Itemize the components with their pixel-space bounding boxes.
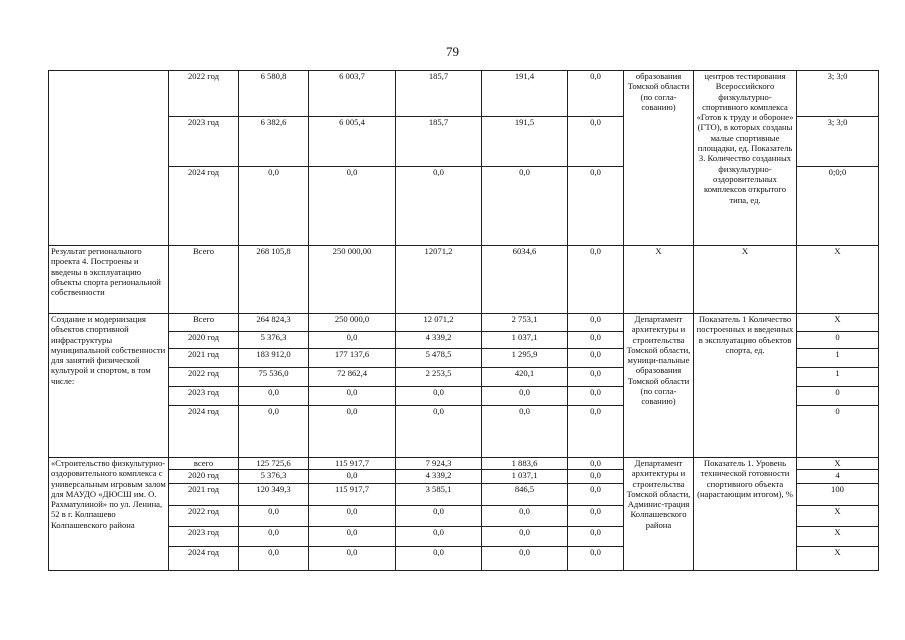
indicator-cell: Показатель 1 Количество построенных и введенных в эксплуатацию объектов спорта, ед. xyxy=(694,314,797,458)
value-cell: 0,0 xyxy=(568,484,624,506)
table-row xyxy=(49,314,879,332)
value-cell: 0,0 xyxy=(239,387,309,406)
year-cell: 2023 год xyxy=(169,527,239,547)
value-cell: 0,0 xyxy=(396,506,482,527)
indicator-value-cell: 1 xyxy=(797,349,879,368)
value-cell: 268 105,8 xyxy=(239,246,309,314)
value-cell: 0,0 xyxy=(309,332,396,349)
indicator-value-cell: 0 xyxy=(797,332,879,349)
value-cell: 0,0 xyxy=(482,506,568,527)
indicator-value-cell: X xyxy=(797,458,879,470)
value-cell: 0,0 xyxy=(396,167,482,246)
value-cell: 0,0 xyxy=(482,547,568,571)
value-cell: 420,1 xyxy=(482,368,568,387)
value-cell: 6034,6 xyxy=(482,246,568,314)
value-cell: 0,0 xyxy=(568,368,624,387)
value-cell: 115 917,7 xyxy=(309,458,396,470)
value-cell: 6 005,4 xyxy=(309,117,396,167)
indicator-value-cell: 0;0;0 xyxy=(797,167,879,246)
year-cell: 2021 год xyxy=(169,484,239,506)
value-cell: 183 912,0 xyxy=(239,349,309,368)
value-cell: 5 376,3 xyxy=(239,470,309,484)
value-cell: 0,0 xyxy=(482,167,568,246)
executor-cell: Департамент архитектуры и строительства Томской области, муници-пальные образования Томской области (по согла-сованию) xyxy=(624,314,694,458)
year-cell: всего xyxy=(169,458,239,470)
value-cell: 177 137,6 xyxy=(309,349,396,368)
table-row xyxy=(49,246,879,314)
indicator-value-cell: X xyxy=(797,506,879,527)
value-cell: 3 585,1 xyxy=(396,484,482,506)
value-cell: 12 071,2 xyxy=(396,314,482,332)
value-cell: 0,0 xyxy=(568,406,624,458)
year-cell: Всего xyxy=(169,246,239,314)
value-cell: 0,0 xyxy=(239,167,309,246)
value-cell: 6 580,8 xyxy=(239,71,309,117)
object-name-cell: «Строительство физкультурно-оздоровительного комплекса с универсальным игровым залом для МАУДО «ДЮСШ им. О. Рахматулиной» по ул. Ленина, 52 в г. Колпашево Колпашевского района xyxy=(49,458,169,571)
value-cell: 0,0 xyxy=(239,547,309,571)
year-cell: 2020 год xyxy=(169,332,239,349)
value-cell: 0,0 xyxy=(482,406,568,458)
indicator-value-cell: 100 xyxy=(797,484,879,506)
value-cell: 1 037,1 xyxy=(482,470,568,484)
indicator-value-cell: 3; 3;0 xyxy=(797,71,879,117)
indicator-cell: Показатель 1. Уровень технической готовности спортивного объекта (нарастающим итогом), % xyxy=(694,458,797,571)
value-cell: 6 003,7 xyxy=(309,71,396,117)
value-cell: 0,0 xyxy=(568,246,624,314)
indicator-value-cell: X xyxy=(797,314,879,332)
year-cell: 2022 год xyxy=(169,71,239,117)
value-cell: 125 725,6 xyxy=(239,458,309,470)
year-cell: Всего xyxy=(169,314,239,332)
year-cell: 2024 год xyxy=(169,167,239,246)
value-cell: 75 536,0 xyxy=(239,368,309,387)
value-cell: 0,0 xyxy=(568,527,624,547)
page-number: 79 xyxy=(446,44,459,59)
value-cell: 12071,2 xyxy=(396,246,482,314)
activity-name-cell: Создание и модернизация объектов спортивной инфраструктуры муниципальной собственности для занятий физической культурой и спортом, в том числе: xyxy=(49,314,169,458)
indicator-value-cell: 0 xyxy=(797,387,879,406)
value-cell: 4 339,2 xyxy=(396,470,482,484)
value-cell: 0,0 xyxy=(568,506,624,527)
indicator-cell: X xyxy=(694,246,797,314)
year-cell: 2020 год xyxy=(169,470,239,484)
value-cell: 185,7 xyxy=(396,117,482,167)
value-cell: 185,7 xyxy=(396,71,482,117)
program-name-cell xyxy=(49,71,169,246)
value-cell: 846,5 xyxy=(482,484,568,506)
value-cell: 0,0 xyxy=(396,387,482,406)
indicator-cell: центров тестирования Всероссийского физкультурно-спортивного комплекса «Готов к труду и обороне» (ГТО), в которых созданы малые спортивные площадки, ед. Показатель 3. Количество созданных физкультурно-оздоровительных комплексов открытого типа, ед. xyxy=(694,71,797,246)
value-cell: 0,0 xyxy=(309,387,396,406)
year-cell: 2022 год xyxy=(169,506,239,527)
year-cell: 2023 год xyxy=(169,387,239,406)
indicator-value-cell: 0 xyxy=(797,406,879,458)
value-cell: 0,0 xyxy=(309,547,396,571)
indicator-value-cell: 1 xyxy=(797,368,879,387)
value-cell: 0,0 xyxy=(396,527,482,547)
indicator-value-cell: X xyxy=(797,527,879,547)
year-cell: 2024 год xyxy=(169,547,239,571)
value-cell: 0,0 xyxy=(568,117,624,167)
executor-cell: образования Томской области (по согла-сованию) xyxy=(624,71,694,246)
value-cell: 72 862,4 xyxy=(309,368,396,387)
value-cell: 0,0 xyxy=(568,458,624,470)
value-cell: 2 753,1 xyxy=(482,314,568,332)
value-cell: 0,0 xyxy=(482,527,568,547)
budget-table xyxy=(48,70,879,571)
value-cell: 0,0 xyxy=(396,547,482,571)
value-cell: 1 883,6 xyxy=(482,458,568,470)
value-cell: 0,0 xyxy=(482,387,568,406)
value-cell: 0,0 xyxy=(568,167,624,246)
year-cell: 2024 год xyxy=(169,406,239,458)
value-cell: 250 000,0 xyxy=(309,314,396,332)
value-cell: 0,0 xyxy=(568,470,624,484)
value-cell: 6 382,6 xyxy=(239,117,309,167)
value-cell: 0,0 xyxy=(309,527,396,547)
value-cell: 0,0 xyxy=(309,506,396,527)
value-cell: 0,0 xyxy=(568,349,624,368)
value-cell: 115 917,7 xyxy=(309,484,396,506)
value-cell: 264 824,3 xyxy=(239,314,309,332)
value-cell: 7 924,3 xyxy=(396,458,482,470)
executor-cell: X xyxy=(624,246,694,314)
value-cell: 191,4 xyxy=(482,71,568,117)
value-cell: 0,0 xyxy=(309,470,396,484)
value-cell: 0,0 xyxy=(239,406,309,458)
year-cell: 2022 год xyxy=(169,368,239,387)
value-cell: 2 253,5 xyxy=(396,368,482,387)
year-cell: 2021 год xyxy=(169,349,239,368)
value-cell: 1 295,9 xyxy=(482,349,568,368)
indicator-value-cell: 4 xyxy=(797,470,879,484)
value-cell: 1 037,1 xyxy=(482,332,568,349)
value-cell: 0,0 xyxy=(239,527,309,547)
value-cell: 120 349,3 xyxy=(239,484,309,506)
value-cell: 5 376,3 xyxy=(239,332,309,349)
value-cell: 0,0 xyxy=(568,314,624,332)
value-cell: 0,0 xyxy=(309,167,396,246)
value-cell: 0,0 xyxy=(568,71,624,117)
year-cell: 2023 год xyxy=(169,117,239,167)
value-cell: 0,0 xyxy=(568,332,624,349)
value-cell: 0,0 xyxy=(396,406,482,458)
value-cell: 0,0 xyxy=(309,406,396,458)
value-cell: 250 000,00 xyxy=(309,246,396,314)
indicator-value-cell: 3; 3;0 xyxy=(797,117,879,167)
executor-cell: Департамент архитектуры и строительства Томской области, Админис-трация Колпашевского района xyxy=(624,458,694,571)
indicator-value-cell: X xyxy=(797,547,879,571)
value-cell: 0,0 xyxy=(239,506,309,527)
value-cell: 0,0 xyxy=(568,547,624,571)
value-cell: 0,0 xyxy=(568,387,624,406)
value-cell: 191,5 xyxy=(482,117,568,167)
result-name-cell: Результат регионального проекта 4. Построены и введены в эксплуатацию объекты спорта региональной собственности xyxy=(49,246,169,314)
value-cell: 4 339,2 xyxy=(396,332,482,349)
value-cell: 5 478,5 xyxy=(396,349,482,368)
table-row xyxy=(49,458,879,470)
indicator-value-cell: X xyxy=(797,246,879,314)
table-row xyxy=(49,71,879,117)
